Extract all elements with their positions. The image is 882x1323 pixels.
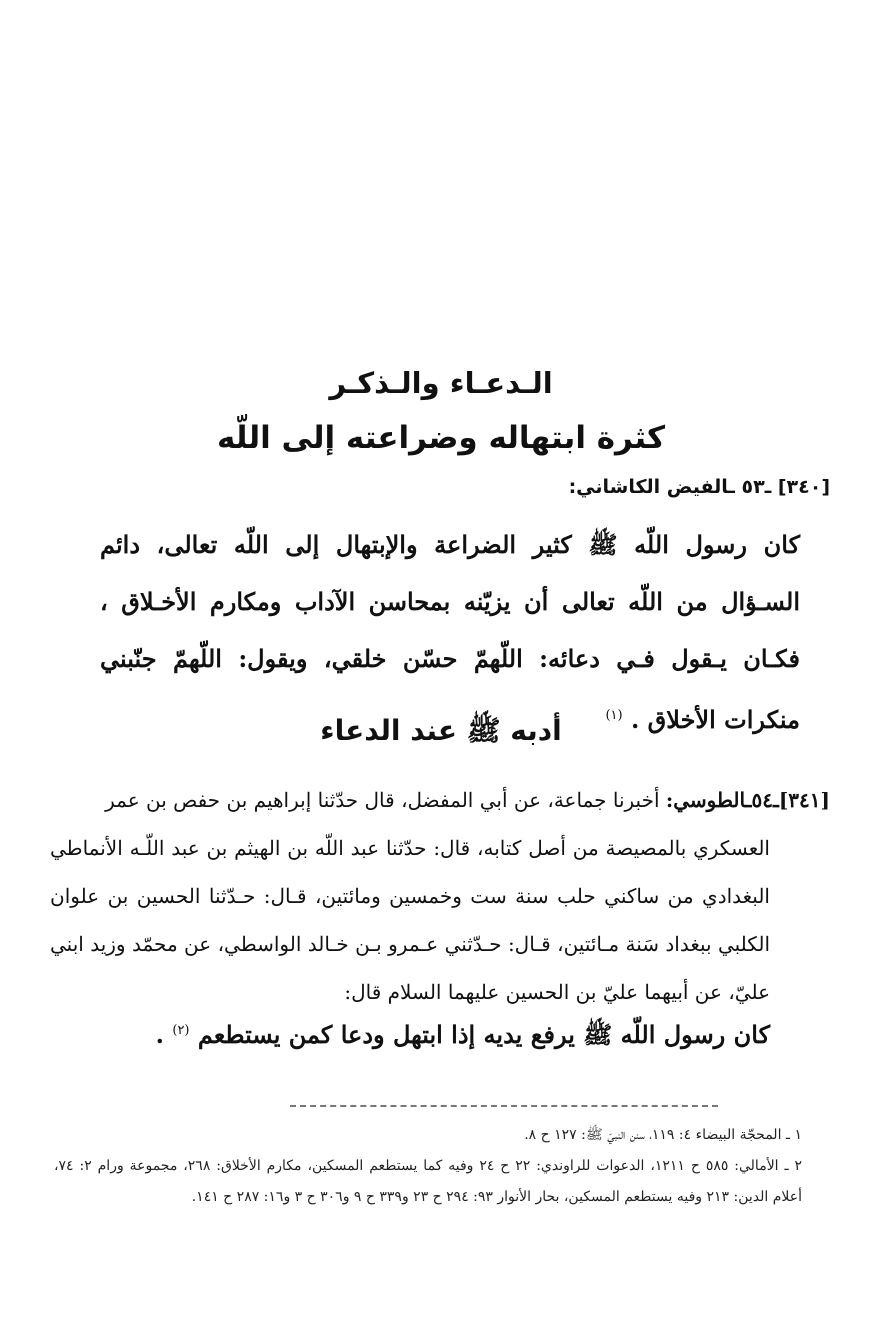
entry-341-chain: العسكري بالمصيصة من أصل كتابه، قال: حدّثنا عبد اللّه بن الهيثم بن عبد اللّـه الأنماطي البغدادي من ساكني حلب سنة ست وخمسين ومائتين، قـال: حـدّثنا الحسين بن علوان الكلبي ببغداد سَنة مـائتين، قـال: حـدّثني عـمرو بـن خـالد الواسطي، عن محمّد وزيد ابني عليّ، عن أبيهما عليّ بن الحسين عليهما السلام قال:: [50, 836, 770, 1004]
entry-341-hadith: [156, 1020, 770, 1055]
footnote-1: ١ ـ المحجّة البيضاء ٤: ١١٩، سنن النبيّ ﷺ: ١٢٧ ح ٨.: [524, 1127, 802, 1143]
hadith-end: .: [155, 1020, 164, 1049]
footnote-2: ٢ ـ الأمالي: ٥٨٥ ح ١٢١١، الدعوات للراوندي: ٢٢ ح ٢٤ وفيه كما يستطعم المسكين، مكارم الأخلاق: ٢٦٨، مجموعة ورام ٢: ٧٤، أعلام الدين: ٢١٣ وفيه يستطعم المسكين، بحار الأنوار ٩٣: ٢٩٤ ح ٢٣ و٣٣٩ ح ٩ و٣٠٦ ح ٣ و١٦: ٢٨٧ ح ١٤١.: [54, 1158, 803, 1205]
chapter-title: الـدعـاء والـذكـر: [329, 366, 553, 400]
chapter-subtitle: كثرة ابتهاله وضراعته إلى اللّه: [216, 420, 666, 456]
footnote-divider: [290, 1105, 718, 1107]
footnote-ref-1[interactable]: (١): [605, 708, 623, 723]
entry-341-lead: [٣٤١]ـ٥٤ـالطوسي:: [665, 788, 830, 812]
entry-340-text: كان رسول اللّه ﷺ كثير الضراعة والإبتهال إلى اللّه تعالى، دائم السـؤال من اللّه تعالى أن يزيّنه بمحاسن الآداب ومكارم الأخـلاق ، فكـان يـقول فـي دعائه: اللّهمّ حسّن خلقي، ويقول: اللّهمّ جنّبني منكرات الأخلاق .: [100, 530, 801, 734]
footnotes: [54, 1120, 802, 1213]
footnote-ref-2[interactable]: (٢): [172, 1023, 190, 1038]
entry-341-first-line: أخبرنا جماعة، عن أبي المفضل، قال حدّثنا إبراهيم بن حفص بن عمر: [105, 788, 660, 812]
hadith-text: كان رسول اللّه ﷺ يرفع يديه إذا ابتهل ودعا كمن يستطعم: [197, 1020, 770, 1049]
entry-340-heading: [٣٤٠] ـ٥٣ ـالفيض الكاشاني:: [568, 476, 830, 498]
section-title: أدبه ﷺ عند الدعاء: [320, 714, 562, 747]
entry-341-isnad: [50, 776, 830, 1016]
